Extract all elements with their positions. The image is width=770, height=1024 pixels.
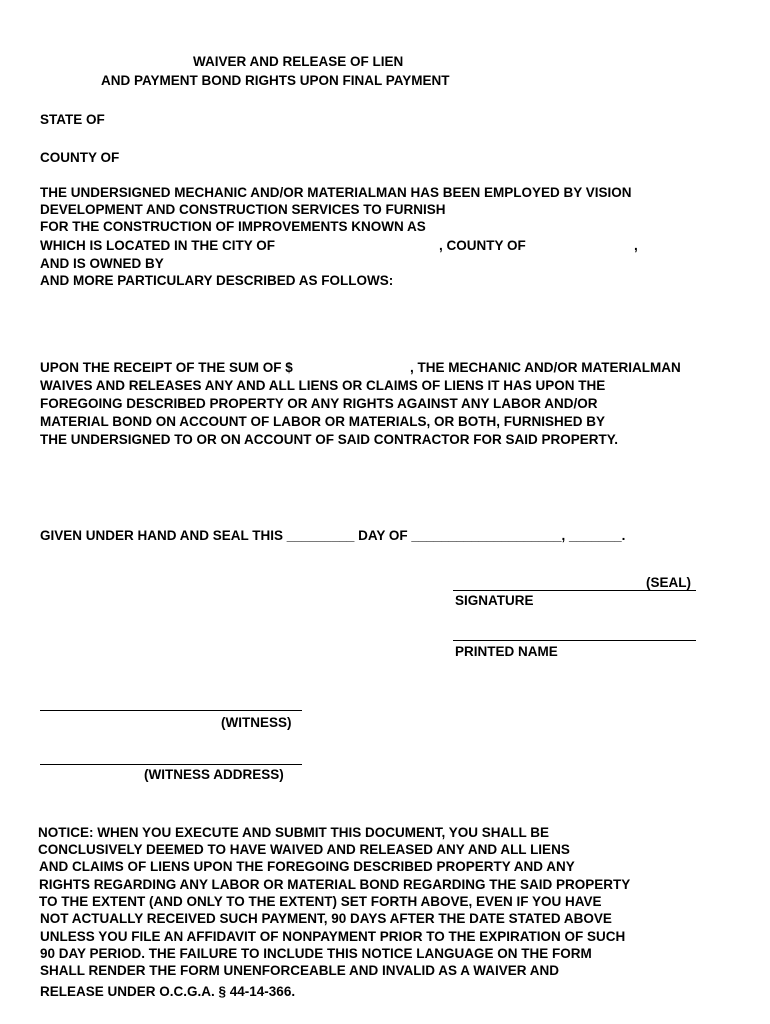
notice-line-7: UNLESS YOU FILE AN AFFIDAVIT OF NONPAYMENT PRIOR TO THE EXPIRATION OF SUCH: [40, 929, 626, 944]
release-line-2: WAIVES AND RELEASES ANY AND ALL LIENS OR CLAIMS OF LIENS IT HAS UPON THE: [40, 378, 606, 393]
notice-line-4: RIGHTS REGARDING ANY LABOR OR MATERIAL BOND REGARDING THE SAID PROPERTY: [39, 877, 631, 892]
notice-line-8: 90 DAY PERIOD. THE FAILURE TO INCLUDE THIS NOTICE LANGUAGE ON THE FORM: [40, 946, 592, 961]
notice-line-5: TO THE EXTENT (AND ONLY TO THE EXTENT) SET FORTH ABOVE, EVEN IF YOU HAVE: [39, 894, 602, 909]
intro-line-1: THE UNDERSIGNED MECHANIC AND/OR MATERIALMAN HAS BEEN EMPLOYED BY VISION: [40, 185, 632, 200]
printed-name-label: PRINTED NAME: [455, 644, 558, 659]
intro-line-5: AND IS OWNED BY: [40, 256, 164, 271]
witness-address-line: [40, 764, 302, 765]
given-under-hand-line: GIVEN UNDER HAND AND SEAL THIS _________ DAY OF ____________________, _______.: [40, 528, 626, 543]
release-line-5: THE UNDERSIGNED TO OR ON ACCOUNT OF SAID CONTRACTOR FOR SAID PROPERTY.: [40, 432, 619, 447]
title-line-2: AND PAYMENT BOND RIGHTS UPON FINAL PAYMENT: [101, 73, 450, 88]
witness-label: (WITNESS): [221, 715, 292, 730]
notice-line-3: AND CLAIMS OF LIENS UPON THE FOREGOING DESCRIBED PROPERTY AND ANY: [39, 859, 575, 874]
intro-city-label: WHICH IS LOCATED IN THE CITY OF: [40, 238, 275, 253]
intro-county-label: , COUNTY OF: [439, 238, 526, 253]
witness-address-label: (WITNESS ADDRESS): [144, 767, 284, 782]
signature-label: SIGNATURE: [455, 593, 534, 608]
release-line-1-rest: , THE MECHANIC AND/OR MATERIALMAN: [410, 360, 681, 375]
title-line-1: WAIVER AND RELEASE OF LIEN: [193, 54, 404, 69]
notice-line-2: CONCLUSIVELY DEEMED TO HAVE WAIVED AND RELEASED ANY AND ALL LIENS: [38, 842, 570, 857]
printed-name-line: [453, 640, 696, 641]
intro-line-2: DEVELOPMENT AND CONSTRUCTION SERVICES TO FURNISH: [40, 202, 446, 217]
witness-line: [40, 710, 302, 711]
notice-line-10: RELEASE UNDER O.C.G.A. § 44-14-366.: [40, 984, 296, 999]
intro-trailing-comma: ,: [634, 238, 638, 253]
seal-label: (SEAL): [646, 575, 691, 590]
state-label: STATE OF: [40, 112, 105, 127]
intro-line-3: FOR THE CONSTRUCTION OF IMPROVEMENTS KNOWN AS: [40, 219, 426, 234]
intro-line-6: AND MORE PARTICULARY DESCRIBED AS FOLLOWS:: [40, 273, 394, 288]
release-line-4: MATERIAL BOND ON ACCOUNT OF LABOR OR MATERIALS, OR BOTH, FURNISHED BY: [40, 414, 605, 429]
release-line-3: FOREGOING DESCRIBED PROPERTY OR ANY RIGHTS AGAINST ANY LABOR AND/OR: [40, 396, 598, 411]
release-sum-label: UPON THE RECEIPT OF THE SUM OF $: [40, 360, 293, 375]
county-label: COUNTY OF: [40, 150, 120, 165]
notice-line-9: SHALL RENDER THE FORM UNENFORCEABLE AND INVALID AS A WAIVER AND: [40, 963, 560, 978]
notice-line-1: NOTICE: WHEN YOU EXECUTE AND SUBMIT THIS DOCUMENT, YOU SHALL BE: [38, 825, 550, 840]
notice-line-6: NOT ACTUALLY RECEIVED SUCH PAYMENT, 90 DAYS AFTER THE DATE STATED ABOVE: [40, 911, 612, 926]
